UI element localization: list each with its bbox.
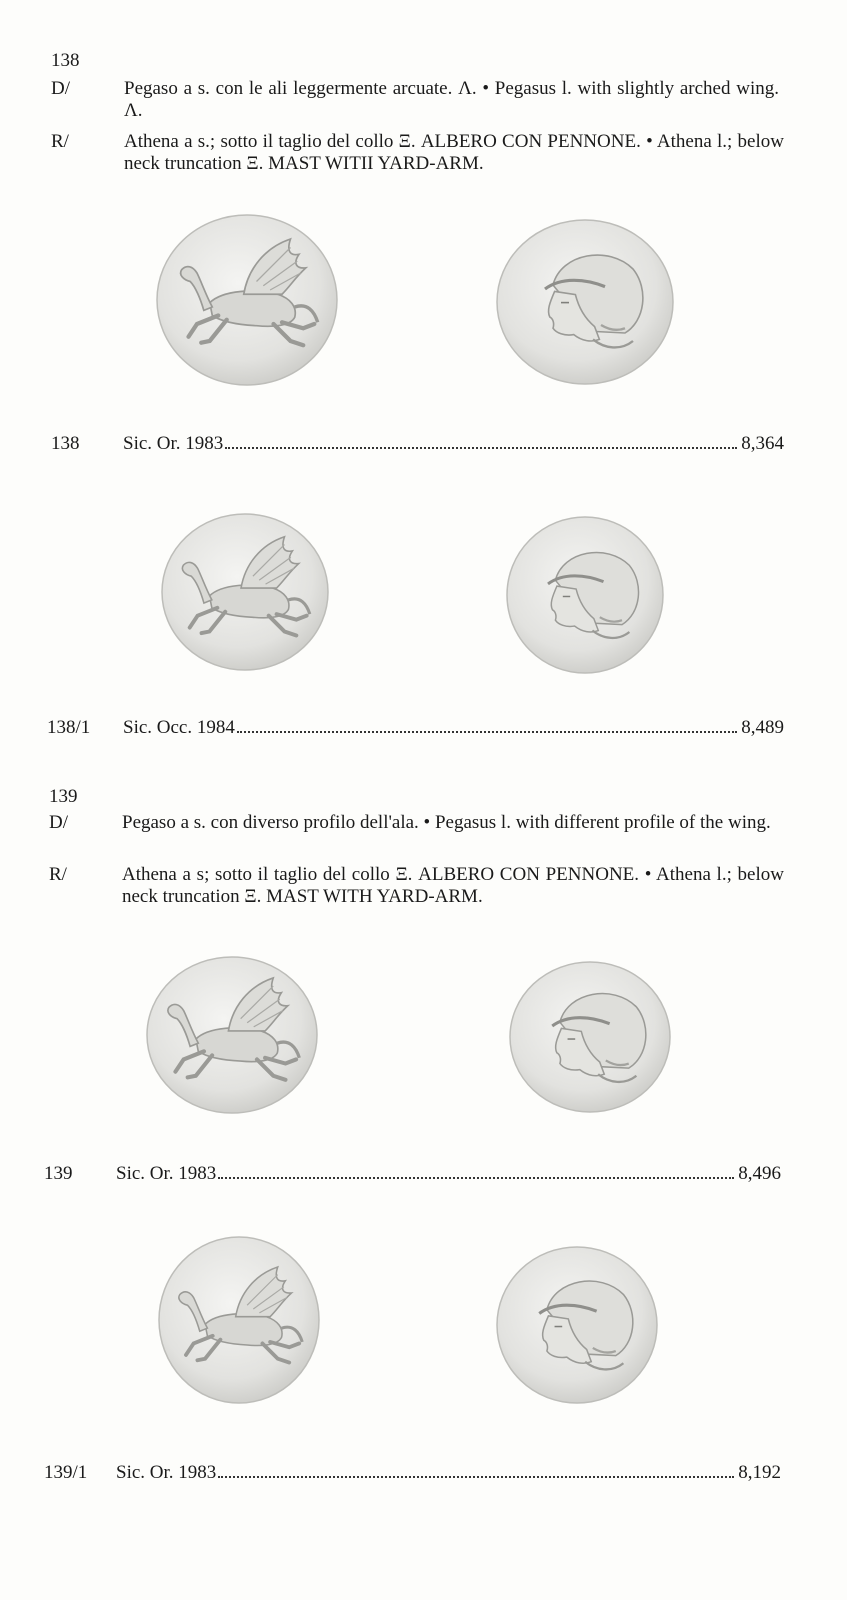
entry-source: Sic. Or. 1983 [116,1163,217,1184]
coin-reverse-photo [495,218,675,386]
entry-id: 138 [51,433,80,454]
dot-leader [225,446,737,449]
entry-id: 139/1 [44,1462,88,1483]
dot-leader [218,1475,734,1478]
reverse-label: R/ [51,131,69,152]
athena-helmet-icon [508,960,673,1115]
entry-id: 139 [44,1163,73,1184]
section-number: 139 [49,786,78,807]
coin-reverse-photo [495,1245,660,1405]
reverse-description: Athena a s; sotto il taglio del collo Ξ. ALBERO CON PENNONE. • Athena l.; below neck truncation Ξ. MAST WITH YARD-ARM. [122,864,784,907]
obverse-label: D/ [49,812,68,833]
pegasus-icon [155,213,340,388]
obverse-description: Pegaso a s. con diverso profilo dell'ala. • Pegasus l. with different profile of the wing. [122,812,771,833]
dot-leader [237,730,737,733]
entry-source: Sic. Or. 1983 [116,1462,217,1483]
obverse-label: D/ [51,78,70,99]
entry-weight: 8,364 [741,433,784,454]
pegasus-icon [145,955,320,1115]
coin-obverse-photo [160,512,330,672]
entry-weight: 8,496 [738,1163,781,1184]
obverse-description: Pegaso a s. con le ali leggermente arcuate. Λ. • Pegasus l. with slightly arched wing. Λ. [124,78,779,121]
coin-obverse-photo [145,955,320,1115]
pegasus-icon [160,512,330,672]
catalog-entry [44,1462,781,1484]
athena-helmet-icon [495,1245,660,1405]
reverse-label: R/ [49,864,67,885]
catalog-entry [51,433,784,455]
coin-obverse-photo [155,213,340,388]
coin-reverse-photo [505,515,665,675]
entry-source: Sic. Occ. 1984 [123,717,235,738]
athena-helmet-icon [505,515,665,675]
entry-id: 138/1 [47,717,91,738]
dot-leader [218,1176,734,1179]
athena-helmet-icon [495,218,675,386]
catalog-entry [47,717,784,739]
coin-reverse-photo [508,960,673,1115]
entry-weight: 8,192 [738,1462,781,1483]
coin-obverse-photo [157,1235,322,1405]
pegasus-icon [157,1235,322,1405]
catalog-entry [44,1163,781,1185]
section-number: 138 [51,50,80,71]
reverse-description: Athena a s.; sotto il taglio del collo Ξ. ALBERO CON PENNONE. • Athena l.; below neck truncation Ξ. MAST WITII YARD-ARM. [124,131,784,174]
entry-source: Sic. Or. 1983 [123,433,224,454]
entry-weight: 8,489 [741,717,784,738]
